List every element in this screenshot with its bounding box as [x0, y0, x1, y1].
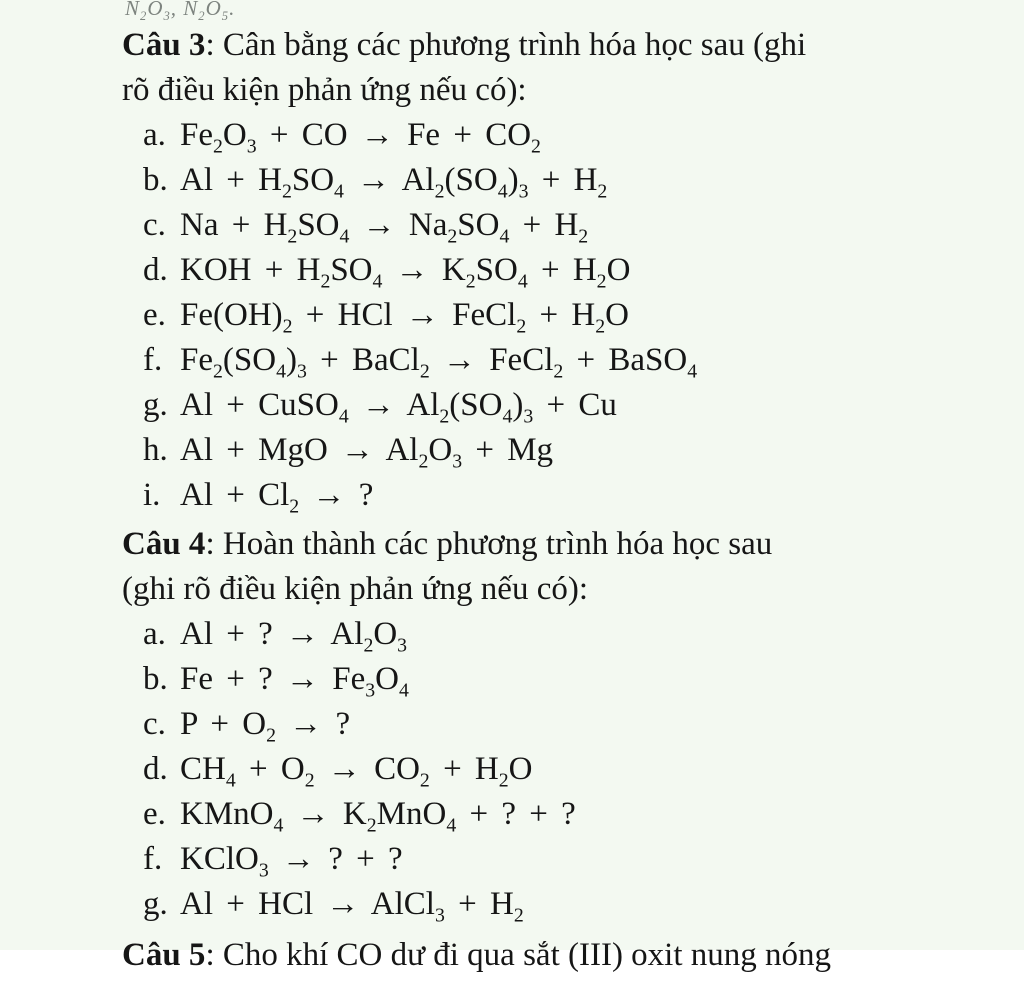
equation-label: g.: [143, 886, 168, 922]
equation-label: e.: [143, 297, 166, 333]
equation-row: [143, 158, 984, 203]
section-number: Câu 4: [122, 526, 206, 562]
equation-row: [143, 747, 984, 792]
equation-formula: KMnO$_4$ → $K_2MnO_4$ + ? + ?: [180, 796, 576, 837]
top-fragment: $N_2O_3$, $N_2O_5$.: [125, 0, 236, 24]
equation-row: [143, 293, 984, 338]
equation-label: f.: [143, 841, 163, 877]
equation-label: e.: [143, 796, 166, 832]
section-number: Câu 5: [122, 937, 206, 973]
equation-row: [143, 612, 984, 657]
section-cau3: [122, 23, 984, 518]
equation-row: [143, 203, 984, 248]
equation-formula: $Fe(OH)_2$ + HCl → FeCl$_2$ + $H_2O$: [180, 297, 629, 338]
equation-label: a.: [143, 117, 166, 153]
section-title: [122, 23, 984, 113]
section-title-line1: : Cân bằng các phương trình hóa học sau (ghi: [205, 27, 807, 63]
equation-label: d.: [143, 751, 168, 787]
equation-label: b.: [143, 162, 168, 198]
equation-formula: $Na + H_2SO_4 \to Na_2SO_4 + H_2$: [180, 207, 589, 248]
equation-formula: $Al + Cl_2$ → ?: [180, 477, 374, 518]
equation-label: c.: [143, 207, 166, 243]
equation-label: c.: [143, 706, 166, 742]
equation-row: [143, 428, 984, 473]
equation-formula: $P + O_2$ → ?: [180, 706, 351, 747]
equation-formula: $Fe_2(SO_4)_3$ + BaCl$_2$ → FeCl$_2$ + BaSO$_4$: [180, 342, 698, 383]
equation-formula: Fe + ? → $Fe_3O_4$: [180, 661, 409, 702]
equation-row: [143, 882, 984, 927]
equation-row: [143, 383, 984, 428]
section-number: Câu 3: [122, 27, 206, 63]
bottom-fragment-text: : Cho khí CO dư đi qua sắt (III) oxit nung nóng: [205, 937, 832, 973]
equation-row: [143, 338, 984, 383]
equation-formula: Al + ? → $Al_2O_3$: [180, 616, 408, 657]
equation-formula: KClO$_3$ → ? + ?: [180, 841, 403, 882]
equation-label: f.: [143, 342, 163, 378]
equation-list: [122, 113, 984, 518]
equation-row: [143, 473, 984, 518]
equation-row: [143, 248, 984, 293]
bottom-fragment: [122, 933, 984, 978]
equation-list: [122, 612, 984, 927]
equation-label: g.: [143, 387, 168, 423]
equation-formula: Al + HCl → AlCl$_3$ + $H_2$: [180, 886, 524, 927]
equation-formula: KOH + $H_2SO_4 \to K_2SO_4 + H_2O$: [180, 252, 631, 293]
equation-formula: $CH_4 + O_2 \to CO_2 + H_2O$: [180, 751, 533, 792]
equation-row: [143, 792, 984, 837]
equation-label: b.: [143, 661, 168, 697]
equation-label: a.: [143, 616, 166, 652]
section-title-line2: rõ điều kiện phản ứng nếu có):: [122, 72, 527, 108]
section-title: [122, 522, 984, 612]
equation-label: i.: [143, 477, 161, 513]
equation-formula: Al + CuSO$_4$ → $Al_2(SO_4)_3 + Cu$: [180, 387, 617, 428]
equation-formula: Al + MgO → $Al_2O_3 + Mg$: [180, 432, 554, 473]
equation-row: [143, 702, 984, 747]
equation-row: [143, 657, 984, 702]
section-cau4: [122, 522, 984, 927]
equation-row: [143, 113, 984, 158]
equation-label: d.: [143, 252, 168, 288]
equation-row: [143, 837, 984, 882]
equation-label: h.: [143, 432, 168, 468]
section-title-line1: : Hoàn thành các phương trình hóa học sau: [205, 526, 773, 562]
section-title-line2: (ghi rõ điều kiện phản ứng nếu có):: [122, 571, 589, 607]
equation-formula: $Al + H_2SO_4 \to Al_2(SO_4)_3 + H_2$: [180, 162, 608, 203]
equation-formula: $Fe_2O_3$ + CO → $Fe + CO_2$: [180, 117, 541, 158]
